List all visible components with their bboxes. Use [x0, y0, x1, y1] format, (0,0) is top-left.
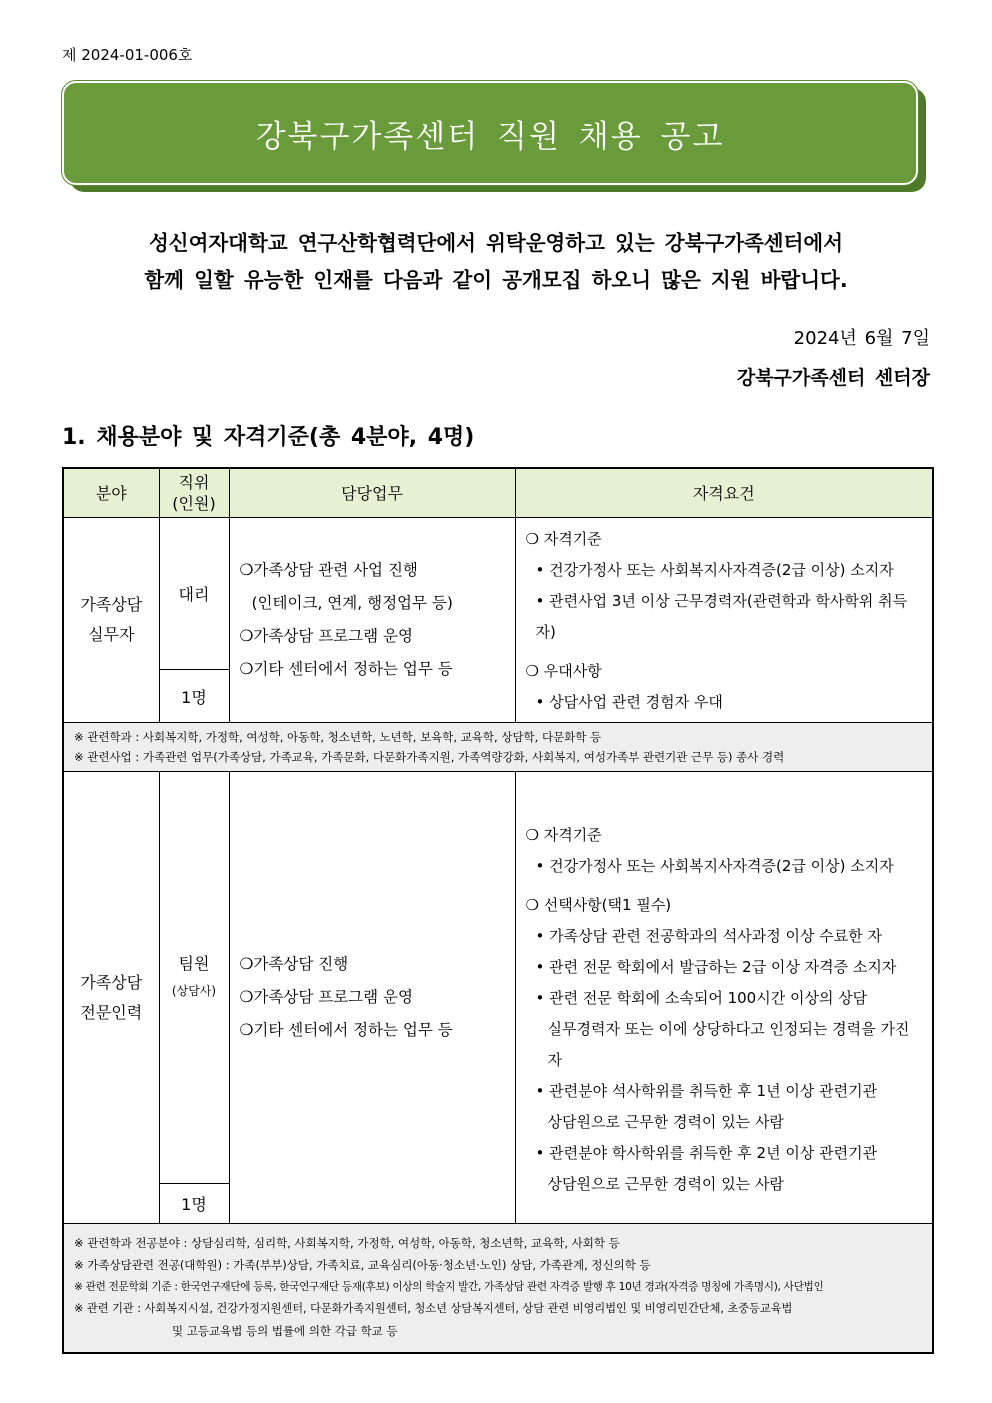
- note-line: ※ 관련사업 : 가족관련 업무(가족상담, 가족교육, 가족문화, 다문화가족지원, 가족역량강화, 사회복지, 여성가족부 관련기관 근무 등) 종사 경력: [74, 750, 785, 764]
- req-item: • 관련사업 3년 이상 근무경력자(관련학과 학사학위 취득자): [535, 592, 908, 641]
- recruitment-table: [62, 467, 934, 1354]
- document-number: 제 2024-01-006호: [62, 46, 193, 64]
- table-row: [63, 772, 933, 1184]
- note-line: ※ 관련 전문학회 기준 : 한국연구재단에 등록, 한국연구재단 등재(후보) 이상의 학술지 발간, 가족상담 관련 자격증 발행 후 10년 경과(자격증 명칭에 가족명시), 사단법인: [74, 1281, 824, 1293]
- req-item-continued: 상담원으로 근무한 경력이 있는 사람: [547, 1175, 784, 1193]
- req-item: • 건강가정사 또는 사회복지사자격증(2급 이상) 소지자: [535, 561, 894, 579]
- req-heading: ❍ 선택사항(택1 필수): [525, 896, 672, 914]
- field-cell: [63, 772, 159, 1224]
- page-title: 강북구가족센터 직원 채용 공고: [255, 118, 725, 155]
- field-line1: 가족상담: [80, 595, 143, 614]
- requirements-cell: [515, 772, 933, 1224]
- header-requirements: 자격요건: [515, 468, 933, 518]
- req-item: • 가족상담 관련 전공학과의 석사과정 이상 수료한 자: [535, 927, 883, 945]
- header-position-line2: (인원): [172, 494, 216, 513]
- field-line1: 가족상담: [80, 972, 143, 992]
- header-field: 분야: [63, 468, 159, 518]
- req-item: • 건강가정사 또는 사회복지사자격증(2급 이상) 소지자: [535, 857, 894, 875]
- position-subtitle: (상담사): [171, 984, 217, 998]
- requirements-cell: [515, 518, 933, 723]
- req-heading: ❍ 자격기준: [525, 826, 602, 844]
- note-line: ※ 가족상담관련 전공(대학원) : 가족(부부)상담, 가족치료, 교육심리(아동·청소년·노인) 상담, 가족관계, 정신의학 등: [74, 1258, 651, 1272]
- duty-item: ❍가족상담 프로그램 운영: [239, 627, 413, 645]
- req-item: • 관련분야 석사학위를 취득한 후 1년 이상 관련기관: [535, 1082, 878, 1100]
- signatory: 강북구가족센터 센터장: [736, 367, 930, 389]
- note-line: ※ 관련 기관 : 사회복지시설, 건강가정지원센터, 다문화가족지원센터, 청소년 상담복지센터, 상담 관련 비영리법인 및 비영리민간단체, 초중등교육법: [74, 1302, 793, 1315]
- duty-item: ❍기타 센터에서 정하는 업무 등: [239, 1021, 453, 1039]
- duty-cell: [229, 518, 515, 723]
- req-item: • 관련분야 학사학위를 취득한 후 2년 이상 관련기관: [535, 1144, 878, 1162]
- header-position: [159, 468, 229, 518]
- notes-row: [63, 1224, 933, 1354]
- notes-cell: [63, 1224, 933, 1354]
- position-cell: [159, 772, 229, 1184]
- table-row: [63, 518, 933, 670]
- table-header-row: [63, 468, 933, 518]
- req-item-continued: 실무경력자 또는 이에 상당하다고 인정되는 경력을 가진 자: [547, 1020, 910, 1069]
- announcement-date: 2024년 6월 7일: [793, 328, 930, 349]
- duty-item: ❍기타 센터에서 정하는 업무 등: [239, 660, 453, 678]
- duty-item: ❍가족상담 진행: [239, 955, 349, 973]
- section-1-title: 1. 채용분야 및 자격기준(총 4분야, 4명): [62, 425, 475, 450]
- note-line: ※ 관련학과 : 사회복지학, 가정학, 여성학, 아동학, 청소년학, 노년학, 보육학, 교육학, 상담학, 다문화학 등: [74, 730, 602, 744]
- title-banner: [62, 81, 918, 185]
- duty-item: ❍가족상담 관련 사업 진행: [239, 561, 418, 579]
- req-heading: ❍ 우대사항: [525, 662, 602, 680]
- req-item: • 관련 전문 학회에 소속되어 100시간 이상의 상담: [535, 989, 868, 1007]
- notes-cell: [63, 723, 933, 772]
- header-duty: 담당업무: [229, 468, 515, 518]
- count-cell: 1명: [159, 1184, 229, 1224]
- note-line-continued: 및 고등교육법 등의 법률에 의한 각급 학교 등: [172, 1324, 398, 1338]
- position-cell: [159, 518, 229, 670]
- position-title: 대리: [178, 585, 210, 604]
- position-title: 팀원: [178, 954, 210, 973]
- note-line: ※ 관련학과 전공분야 : 상담심리학, 심리학, 사회복지학, 가정학, 여성학, 아동학, 청소년학, 교육학, 사회학 등: [74, 1236, 620, 1250]
- intro-line-2: 함께 일할 유능한 인재를 다음과 같이 공개모집 하오니 많은 지원 바랍니다.: [144, 268, 848, 292]
- req-heading: ❍ 자격기준: [525, 530, 602, 548]
- duty-cell: [229, 772, 515, 1224]
- req-item: • 상담사업 관련 경험자 우대: [535, 693, 723, 711]
- req-item: • 관련 전문 학회에서 발급하는 2급 이상 자격증 소지자: [535, 958, 897, 976]
- header-position-line1: 직위: [178, 473, 210, 492]
- intro-text: [40, 225, 952, 299]
- count-cell: 1명: [159, 670, 229, 723]
- field-cell: [63, 518, 159, 723]
- notes-row: [63, 723, 933, 772]
- req-item-continued: 상담원으로 근무한 경력이 있는 사람: [547, 1113, 784, 1131]
- duty-item: ❍가족상담 프로그램 운영: [239, 988, 413, 1006]
- duty-item: (인테이크, 연계, 행정업무 등): [251, 594, 453, 612]
- field-line2: 실무자: [88, 625, 135, 644]
- field-line2: 전문인력: [80, 1002, 143, 1022]
- intro-line-1: 성신여자대학교 연구산학협력단에서 위탁운영하고 있는 강북구가족센터에서: [148, 231, 844, 255]
